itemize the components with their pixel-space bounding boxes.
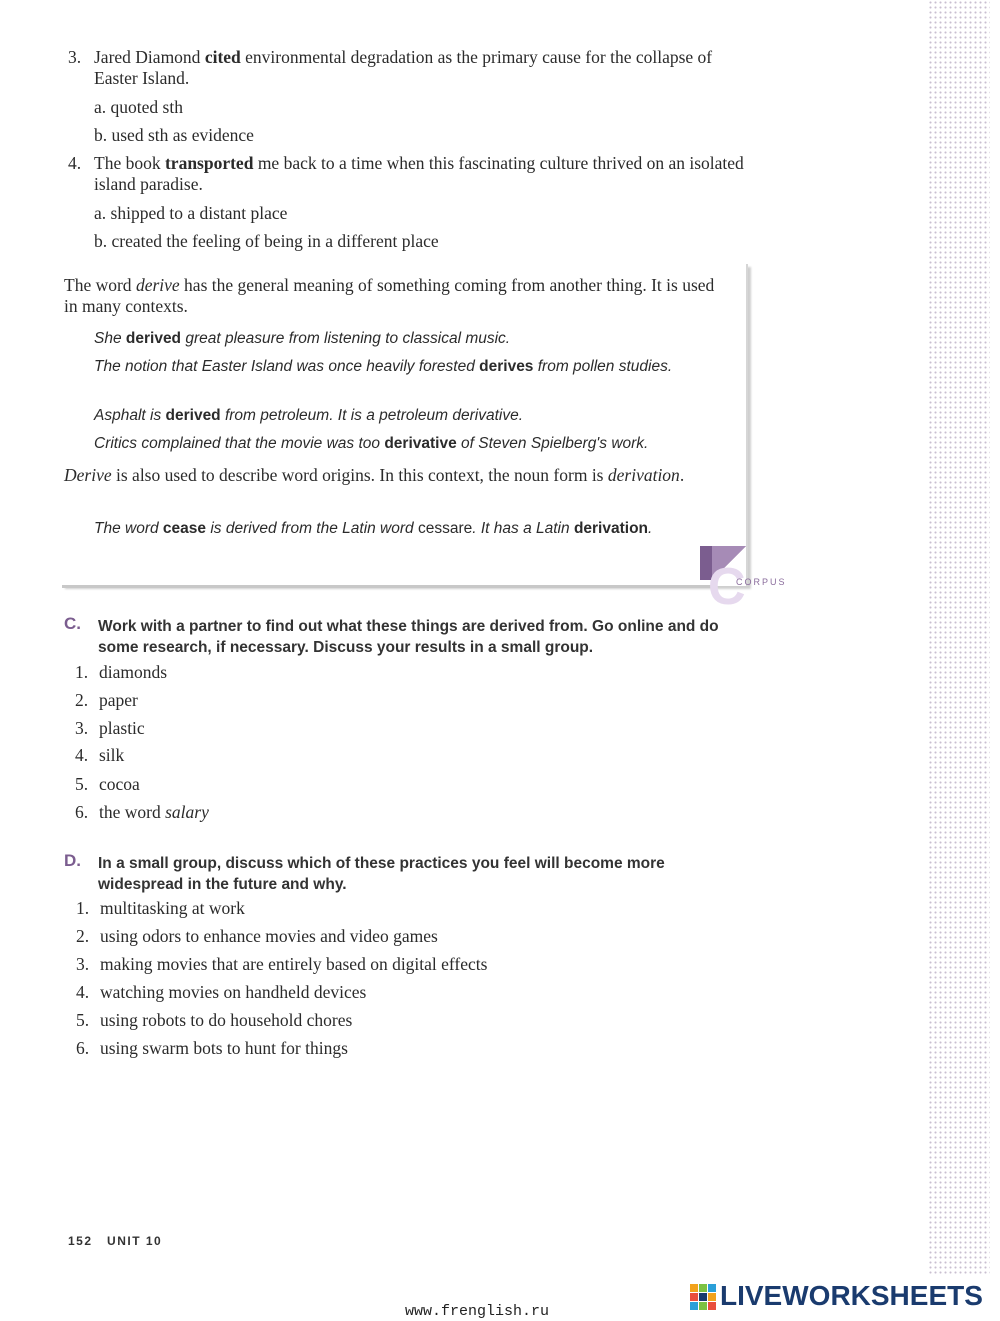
corpus-label: CORPUS <box>736 577 787 587</box>
q4-option-b[interactable]: b. created the feeling of being in a different place <box>94 231 439 251</box>
q4-option-a[interactable]: a. shipped to a distant place <box>94 203 288 223</box>
dotted-margin <box>928 0 990 1275</box>
section-d-instructions: In a small group, discuss which of these practices you feel will become more widespread in the future and why. <box>98 855 665 893</box>
list-item: 2. paper <box>75 690 138 710</box>
list-item: 4. watching movies on handheld devices <box>76 982 367 1002</box>
q3-option-b[interactable]: b. used sth as evidence <box>94 125 254 145</box>
corpus-example-5: The word cease is derived from the Latin word cessare. It has a Latin derivation. <box>94 520 653 537</box>
list-item: 6. using swarm bots to hunt for things <box>76 1038 348 1058</box>
page-number: 152 <box>68 1234 93 1248</box>
list-item: 2. using odors to enhance movies and video games <box>76 926 438 946</box>
target-word: cited <box>204 47 241 67</box>
corpus-example-4: Critics complained that the movie was too derivative of Steven Spielberg's work. <box>94 435 649 452</box>
corpus-logo-letter: C <box>708 558 746 608</box>
list-item: 5. cocoa <box>75 774 140 794</box>
question-3: 3. Jared Diamond cited environmental degradation as the primary cause for the collapse of Easter Island. <box>68 47 713 88</box>
section-d-letter: D. <box>64 851 81 870</box>
list-item: 5. using robots to do household chores <box>76 1010 353 1030</box>
liveworksheets-brand[interactable]: LIVEWORKSHEETS <box>720 1280 983 1311</box>
list-item: 3. making movies that are entirely based on digital effects <box>76 954 488 974</box>
list-item: 6. the word salary <box>75 802 209 822</box>
corpus-example-3: Asphalt is derived from petroleum. It is a petroleum derivative. <box>94 407 524 424</box>
list-item: 1. diamonds <box>75 662 168 682</box>
unit-label: UNIT 10 <box>107 1234 163 1248</box>
corpus-box-underline <box>62 585 712 588</box>
list-item: 3. plastic <box>75 718 145 738</box>
section-c-instructions: Work with a partner to find out what these things are derived from. Go online and do some research, if necessary. Discuss your results in a small group. <box>98 618 719 656</box>
liveworksheets-logo-icon <box>690 1284 716 1310</box>
corpus-example-2: The notion that Easter Island was once heavily forested derives from pollen studies. <box>94 358 673 375</box>
list-item: 1. multitasking at work <box>76 898 245 918</box>
list-item: 4. silk <box>75 745 125 765</box>
corpus-intro: The word derive has the general meaning of something coming from another thing. It is used in many contexts. <box>64 275 715 316</box>
question-4: 4. The book transported me back to a time when this fascinating culture thrived on an isolated island paradise. <box>68 153 744 194</box>
section-c-letter: C. <box>64 614 81 633</box>
corpus-example-1: She derived great pleasure from listening to classical music. <box>94 330 511 347</box>
page-footer <box>68 1234 162 1248</box>
q3-option-a[interactable]: a. quoted sth <box>94 97 183 117</box>
target-word: transported <box>164 153 254 173</box>
corpus-paragraph-2: Derive is also used to describe word origins. In this context, the noun form is derivation. <box>64 465 685 485</box>
watermark-url: www.frenglish.ru <box>405 1303 550 1320</box>
